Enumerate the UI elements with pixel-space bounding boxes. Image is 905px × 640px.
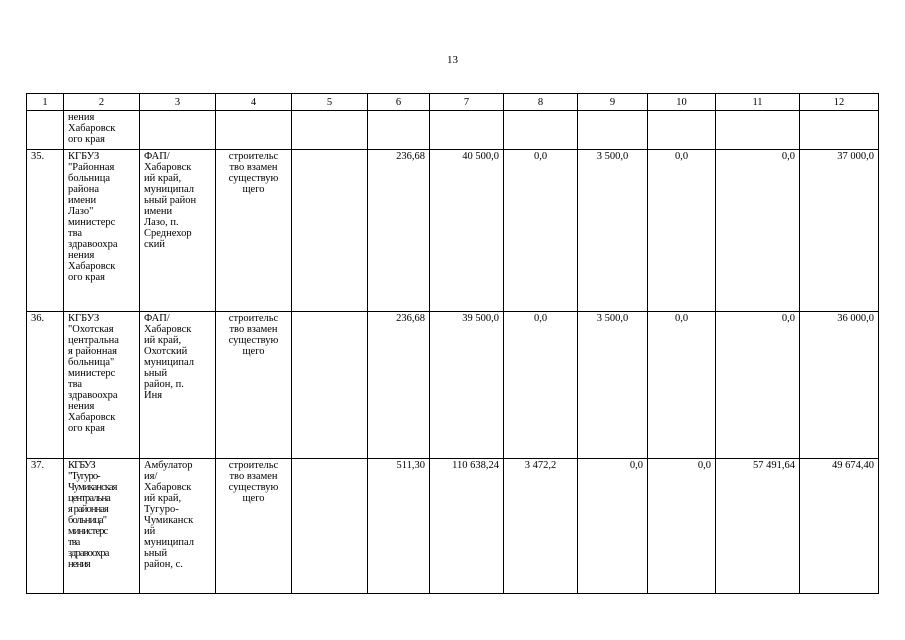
header-cell: 10 [648, 94, 716, 111]
cell-c5 [292, 312, 368, 459]
cell-c5 [292, 459, 368, 594]
cell-num: 35. [27, 150, 64, 312]
header-cell: 9 [578, 94, 648, 111]
cell-c9: 3 500,0 [578, 312, 648, 459]
cell-work [216, 111, 292, 150]
cell-c9: 3 500,0 [578, 150, 648, 312]
cell-work: строительс тво взамен существую щего [216, 312, 292, 459]
cell-c12 [800, 111, 879, 150]
cell-org: КГБУЗ "Охотская центральна я районная больница" министерс тва здравоохра нения Хабаровск ого края [64, 312, 140, 459]
cell-c8: 0,0 [504, 150, 578, 312]
cell-location: Амбулатор ия/ Хабаровск ий край, Тугуро- Чумиканск ий муниципал ьный район, с. [140, 459, 216, 594]
cell-c8: 0,0 [504, 312, 578, 459]
cell-c9 [578, 111, 648, 150]
table-row [27, 459, 879, 594]
cell-c5 [292, 150, 368, 312]
cell-c6: 236,68 [368, 150, 430, 312]
table-row [27, 150, 879, 312]
continuation-row [27, 111, 879, 150]
cell-c7 [430, 111, 504, 150]
cell-c10: 0,0 [648, 459, 716, 594]
cell-c10 [648, 111, 716, 150]
cell-c12: 36 000,0 [800, 312, 879, 459]
header-cell: 3 [140, 94, 216, 111]
header-cell: 4 [216, 94, 292, 111]
cell-work: строительс тво взамен существую щего [216, 459, 292, 594]
header-cell: 2 [64, 94, 140, 111]
header-cell: 11 [716, 94, 800, 111]
cell-c6 [368, 111, 430, 150]
cell-org: нения Хабаровск ого края [64, 111, 140, 150]
cell-org: КГБУЗ "Районная больница района имени Лазо" министерс тва здравоохра нения Хабаровск ого края [64, 150, 140, 312]
header-cell: 6 [368, 94, 430, 111]
cell-location [140, 111, 216, 150]
cell-c7: 110 638,24 [430, 459, 504, 594]
header-cell: 12 [800, 94, 879, 111]
cell-c6: 236,68 [368, 312, 430, 459]
cell-c11 [716, 111, 800, 150]
cell-c5 [292, 111, 368, 150]
cell-c9: 0,0 [578, 459, 648, 594]
cell-c11: 0,0 [716, 312, 800, 459]
cell-location: ФАП/ Хабаровск ий край, муниципал ьный район имени Лазо, п. Среднехор ский [140, 150, 216, 312]
cell-c11: 57 491,64 [716, 459, 800, 594]
cell-c8: 3 472,2 [504, 459, 578, 594]
cell-c6: 511,30 [368, 459, 430, 594]
table-row [27, 312, 879, 459]
cell-c12: 37 000,0 [800, 150, 879, 312]
cell-num: 36. [27, 312, 64, 459]
cell-c8 [504, 111, 578, 150]
header-cell: 1 [27, 94, 64, 111]
investment-table [26, 93, 879, 594]
cell-c10: 0,0 [648, 150, 716, 312]
cell-num [27, 111, 64, 150]
header-cell: 8 [504, 94, 578, 111]
header-row [27, 94, 879, 111]
cell-work: строительс тво взамен существую щего [216, 150, 292, 312]
cell-org: КГБУЗ "Тугуро- Чумиканская центральна я районная больница" министерс тва здравоохра нения [64, 459, 140, 594]
header-cell: 5 [292, 94, 368, 111]
cell-c7: 40 500,0 [430, 150, 504, 312]
cell-location: ФАП/ Хабаровск ий край, Охотский муниципал ьный район, п. Иня [140, 312, 216, 459]
cell-c7: 39 500,0 [430, 312, 504, 459]
cell-c12: 49 674,40 [800, 459, 879, 594]
cell-num: 37. [27, 459, 64, 594]
cell-c11: 0,0 [716, 150, 800, 312]
page-number: 13 [447, 54, 458, 66]
cell-c10: 0,0 [648, 312, 716, 459]
header-cell: 7 [430, 94, 504, 111]
